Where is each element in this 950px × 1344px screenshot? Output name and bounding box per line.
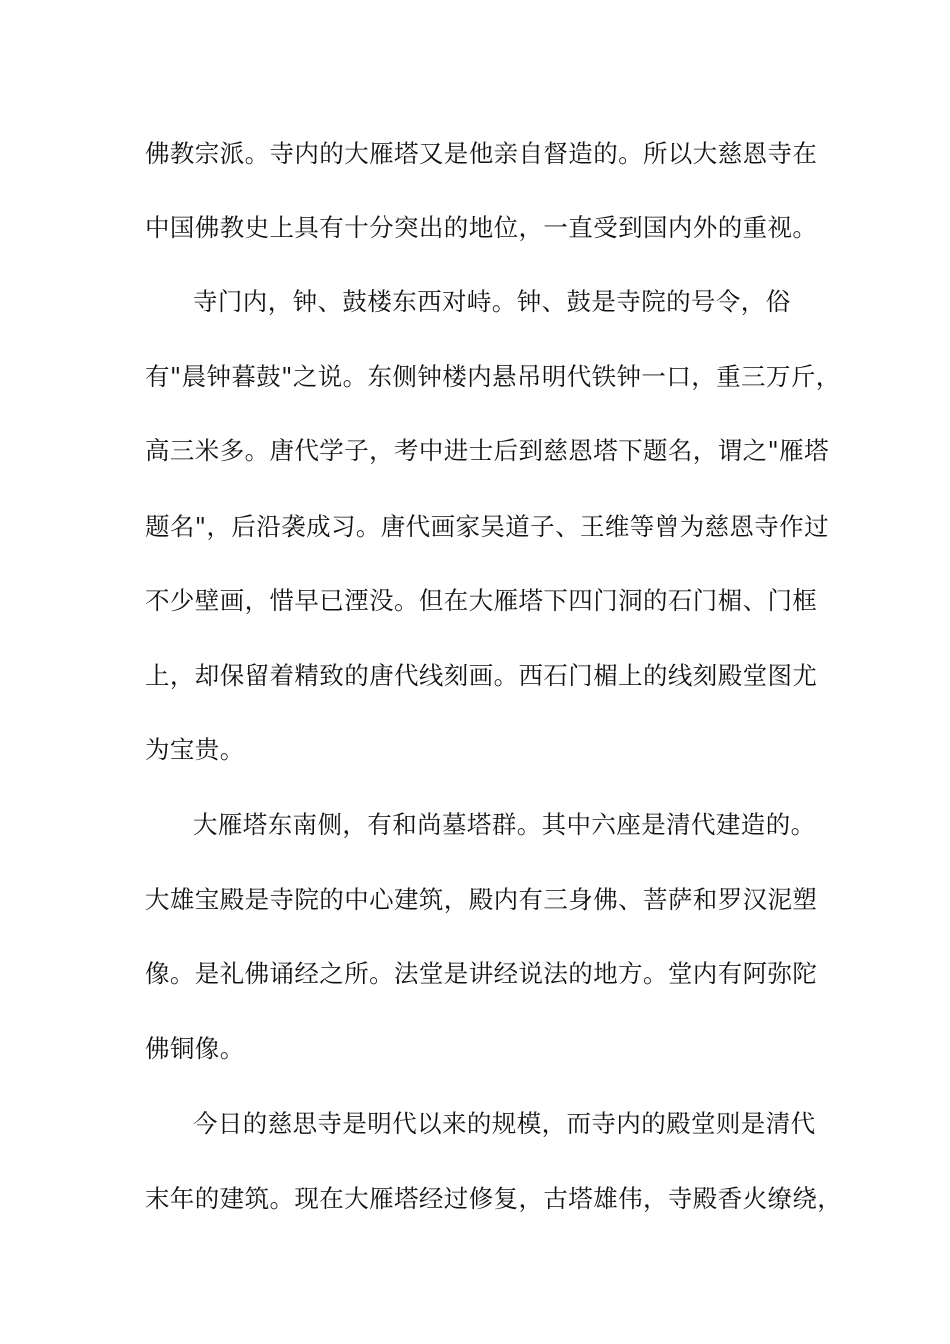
text-line: 末年的建筑。现在大雁塔经过修复，古塔雄伟，寺殿香火缭绕， (145, 1184, 843, 1213)
text-line: 有"晨钟暮鼓"之说。东侧钟楼内悬吊明代铁钟一口，重三万斤， (145, 362, 841, 391)
text-line: 大雄宝殿是寺院的中心建筑，殿内有三身佛、菩萨和罗汉泥塑 (145, 885, 818, 914)
text-line: 不少壁画，惜早已湮没。但在大雁塔下四门洞的石门楣、门框 (145, 586, 818, 615)
text-line: 佛铜像。 (145, 1034, 245, 1063)
text-line: 佛教宗派。寺内的大雁塔又是他亲自督造的。所以大慈恩寺在 (145, 139, 818, 168)
text-line: 上，却保留着精致的唐代线刻画。西石门楣上的线刻殿堂图尤 (145, 661, 818, 690)
text-line: 像。是礼佛诵经之所。法堂是讲经说法的地方。堂内有阿弥陀 (145, 959, 818, 988)
text-line: 高三米多。唐代学子，考中进士后到慈恩塔下题名，谓之"雁塔 (145, 436, 829, 465)
paragraph-first-line: 寺门内，钟、鼓楼东西对峙。钟、鼓是寺院的号令，俗 (193, 287, 791, 316)
text-line: 题名"，后沿袭成习。唐代画家吴道子、王维等曾为慈恩寺作过 (145, 512, 829, 541)
paragraph-first-line: 大雁塔东南侧，有和尚墓塔群。其中六座是清代建造的。 (193, 810, 816, 839)
text-line: 中国佛教史上具有十分突出的地位，一直受到国内外的重视。 (145, 213, 818, 242)
text-line: 为宝贵。 (145, 735, 245, 764)
paragraph-first-line: 今日的慈思寺是明代以来的规模，而寺内的殿堂则是清代 (193, 1109, 816, 1138)
